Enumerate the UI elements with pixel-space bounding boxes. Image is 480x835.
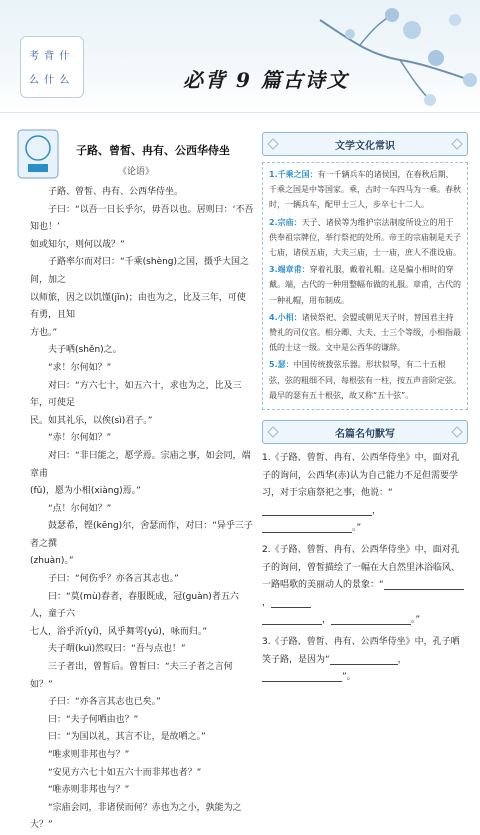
culture-term: 3.端章甫： <box>269 265 310 275</box>
quote-questions <box>262 450 468 687</box>
poem-line: 三子者出，曾皙后。曾皙曰：“夫三子者之言何如？” <box>30 662 233 690</box>
question-1: 1.《子路、曾皙、冉有、公西华侍坐》中，面对孔子的询问，公西华(赤)认为自己能力不足但需要学习，对于宗庙祭祀之事，他说：“，。” <box>262 453 460 534</box>
poem-line: 子路、曾皙、冉有、公西华侍坐。 <box>48 187 184 197</box>
question-1-text: 1.《子路、曾皙、冉有、公西华侍坐》中，面对孔子的询问，公西华(赤)认为自己能力不足但需要学习，对于宗庙祭祀之事，他说：“ <box>262 453 460 499</box>
poem-line: 曰：“夫子何哂由也？” <box>48 714 139 725</box>
answer-blank[interactable] <box>330 654 398 665</box>
poem-title: 子路、曾皙、冉有、公西华侍坐 <box>76 144 230 157</box>
answer-blank[interactable] <box>271 597 311 608</box>
question-3: 3.《子路、曾皙、冉有、公西华侍坐》中，孔子哂笑子路，是因为“ ，”。 <box>262 636 460 683</box>
answer-blank[interactable] <box>331 614 411 625</box>
page-header <box>0 0 480 113</box>
question-2: 2.《子路、曾皙、冉有、公西华侍坐》中，面对孔子的询问，曾皙描绘了一幅在大自然里沐浴临风、一路唱歌的美丽动人的景象：“， ， 。” <box>262 542 468 630</box>
culture-definition: 中国传统拨弦乐器。形状似琴，有二十五根弦，弦的粗细不同，每根弦有一柱，按五声音阶定弦。最早的瑟有五十根弦，故又称“五十弦”。 <box>269 360 461 400</box>
culture-item <box>269 357 461 403</box>
poem-line: 子曰：“亦各言其志也已矣。” <box>48 697 161 708</box>
question-2-text: 2.《子路、曾皙、冉有、公西华侍坐》中，面对孔子的询问，曾皙描绘了一幅在大自然里沐浴临风、一路唱歌的美丽动人的景象： <box>262 545 461 591</box>
culture-term: 1.千乘之国： <box>269 170 318 179</box>
poem-line: 对曰：“非曰能之，愿学焉。宗庙之事，如会同，端章甫 <box>30 450 251 479</box>
culture-notes <box>262 162 468 410</box>
logo-text-bottom: 么 什 么 <box>29 75 71 86</box>
poem-line: “赤！尔何如？” <box>48 433 112 444</box>
poem-line: 曰：“莫(mù)春者，春服既成，冠(guàn)者五六人，童子六 <box>30 591 239 620</box>
poem-source: 《论语》 <box>118 167 155 177</box>
blossom-branch-illustration <box>0 0 480 112</box>
poem-body <box>30 184 254 835</box>
culture-definition: 穿着礼服，戴着礼帽。这是偏小相时的穿戴。端，古代的一种用整幅布做的礼服。章甫，古代的一种礼帽，用布制成。 <box>269 265 461 305</box>
poem-line: 夫子哂(shěn)之。 <box>48 345 122 356</box>
question-3-text: 3.《子路、曾皙、冉有、公西华侍坐》中，孔子哂笑子路，是因为“ <box>262 636 460 665</box>
poem-line: 方也。” <box>30 327 58 338</box>
right-column <box>262 132 468 691</box>
culture-item <box>269 262 461 308</box>
poem-line: “宗庙会同，非诸侯而何？赤也为之小，孰能为之大？” <box>30 802 242 831</box>
poem-line: 曰：“为国以礼，其言不让，是故哂之。” <box>48 732 206 743</box>
culture-definition: 诸侯祭祀、会盟或朝见天子时，替国君主持赞礼的司仪官。相分卿、大夫、士三个等级，小相指最低的士这一级。文中是公西华的谦辞。 <box>269 312 461 353</box>
poem-line: 七人，浴乎沂(yí)，风乎舞雩(yú)，咏而归。” <box>30 626 208 637</box>
poem-line: (zhuàn)。” <box>30 556 74 567</box>
poem-line: 夫子喟(kuì)然叹曰：“吾与点也！” <box>48 644 186 655</box>
poem-line: 子路率尔而对曰：“千乘(shèng)之国，摄乎大国之间，加之 <box>30 257 250 285</box>
culture-item <box>269 167 461 213</box>
answer-blank[interactable] <box>262 505 372 516</box>
poem-line: 子曰：“以吾一日长乎尔，毋吾以也。居则曰：‘不吾知也！’ <box>30 204 254 233</box>
culture-item <box>269 310 461 356</box>
poem-line: 以师旅，因之以饥馑(jǐn)；由也为之，比及三年，可使有勇，且知 <box>30 292 246 321</box>
page-title: 必背 9 篇古诗文 <box>183 68 349 92</box>
culture-heading: 文学文化常识 <box>262 132 468 156</box>
culture-item <box>269 215 461 261</box>
logo-text-top: 考 背 什 <box>29 51 71 62</box>
poem-line: 子曰：“何伤乎？亦各言其志也。” <box>48 574 179 585</box>
poem-line: “唯赤则非邦也与？” <box>48 785 130 796</box>
poem-line: 如或知尔，则何以哉？” <box>30 239 125 250</box>
culture-definition: 天子、诸侯等为维护宗法制度所设立的用于供奉祖宗牌位，举行祭祀的处所。帝王的宗庙制是天子七庙，诸侯五庙，大夫三庙，士一庙，庶人不准设庙。 <box>269 217 461 258</box>
poem-line: 民。如其礼乐，以俟(sì)君子。” <box>30 415 153 426</box>
poem-line: “安见方六七十如五六十而非邦也者？” <box>48 767 202 778</box>
poem-line: “点！尔何如？” <box>48 503 112 514</box>
culture-term: 2.宗庙： <box>269 217 302 227</box>
poem-line: 鼓瑟希，铿(kēng)尔，舍瑟而作，对曰：“异乎三子者之撰 <box>30 521 253 549</box>
culture-term: 4.小相： <box>269 312 302 322</box>
poem-line: (fǔ)，愿为小相(xiàng)焉。” <box>30 486 141 497</box>
poem-line: 对曰：“方六七十，如五六十，求也为之，比及三年，可使足 <box>30 380 242 409</box>
answer-blank[interactable] <box>262 614 322 625</box>
quotes-heading: 名篇名句默写 <box>262 420 468 444</box>
answer-blank[interactable] <box>384 579 464 590</box>
answer-blank[interactable] <box>262 522 352 533</box>
answer-blank[interactable] <box>262 671 342 682</box>
culture-definition: 有一千辆兵车的诸侯国，在春秋后期，千乘之国是中等国家。乘，古时一车四马为一乘。春秋时，一辆兵车，配甲士三人，步卒七十二人。 <box>269 170 461 210</box>
stamp-icon <box>16 128 60 180</box>
poem-line: “唯求则非邦也与？” <box>48 750 130 760</box>
poem-line: “求！尔何如？” <box>48 362 112 373</box>
culture-term: 5.瑟： <box>269 360 294 370</box>
